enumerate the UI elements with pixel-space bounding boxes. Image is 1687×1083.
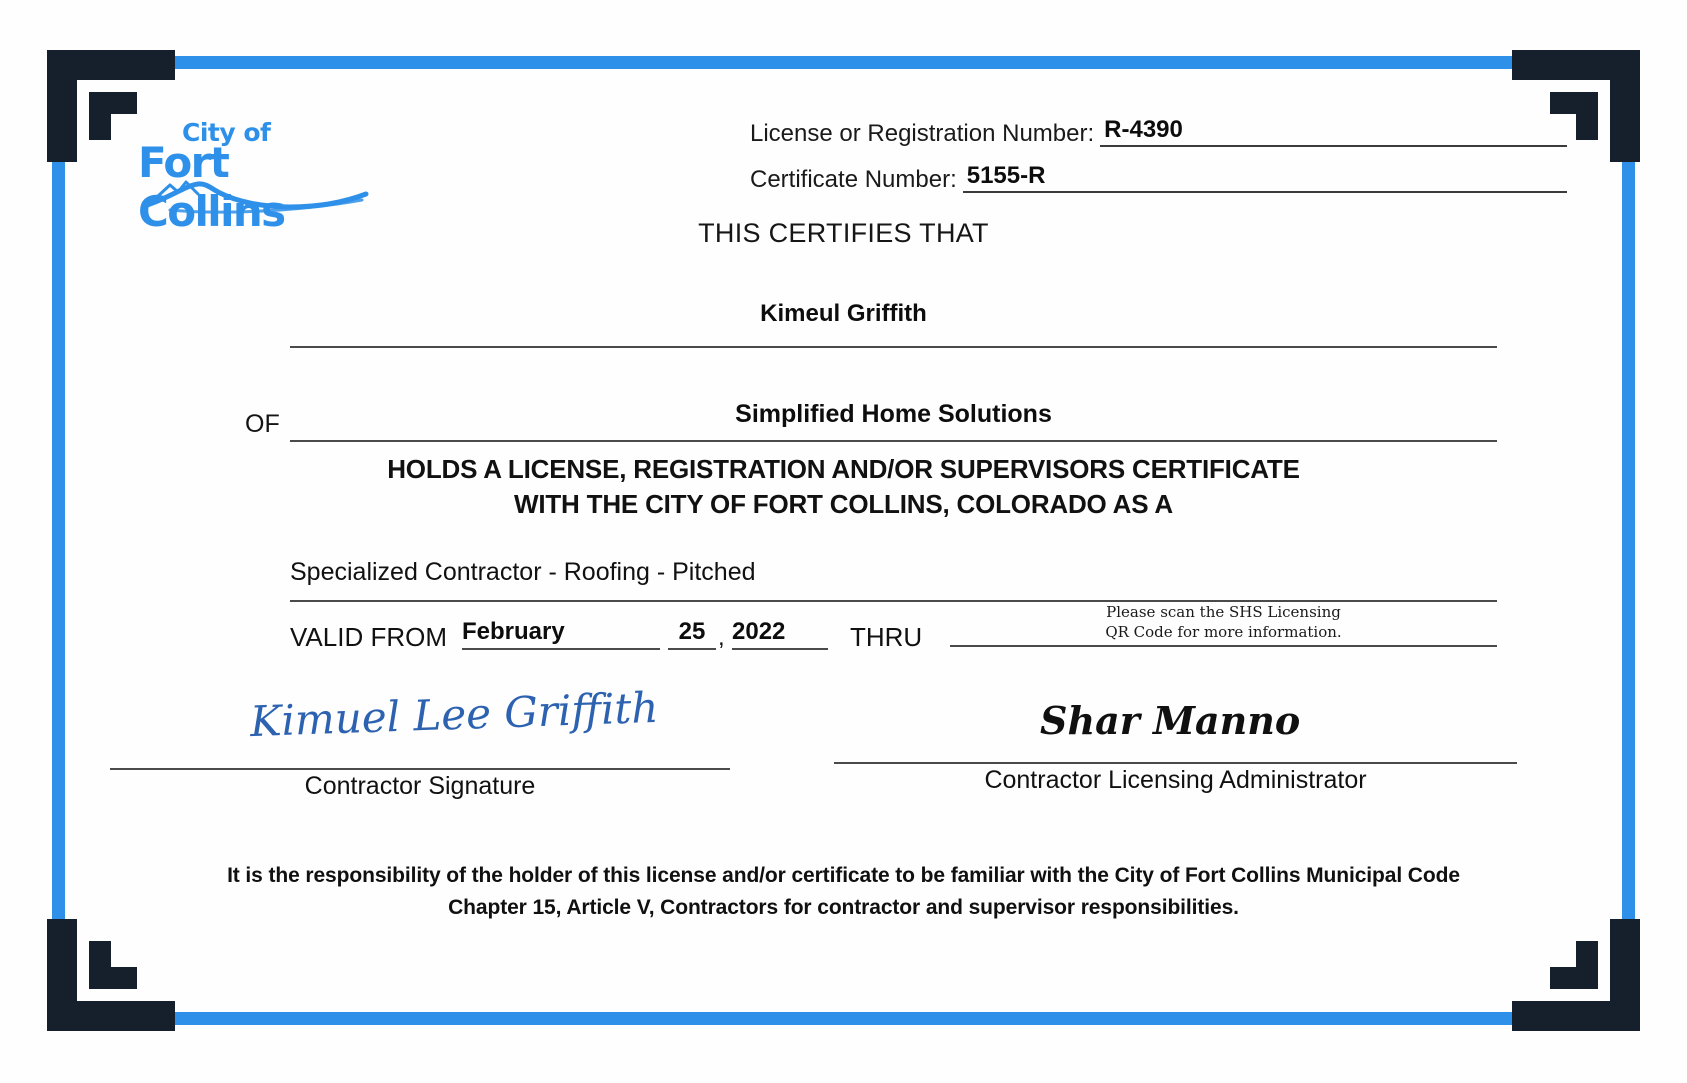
of-label: OF bbox=[245, 410, 280, 438]
logo-line-city-of: City of bbox=[182, 118, 271, 147]
certificate-content bbox=[110, 100, 1577, 983]
corner-bar bbox=[47, 919, 77, 1031]
contractor-signature-label: Contractor Signature bbox=[304, 772, 536, 800]
administrator-signature-image: Shar Manno bbox=[1040, 698, 1301, 743]
administrator-signature-label: Contractor Licensing Administrator bbox=[984, 766, 1367, 794]
license-statement bbox=[110, 452, 1577, 522]
mountain-wave-icon bbox=[140, 180, 370, 214]
corner-bar-inner bbox=[1576, 941, 1598, 989]
license-statement-line-1: HOLDS A LICENSE, REGISTRATION AND/OR SUPERVISORS CERTIFICATE bbox=[387, 454, 1300, 484]
license-number-field[interactable] bbox=[1100, 116, 1567, 147]
validity-row bbox=[290, 603, 1497, 662]
thru-qr-note-line-2: QR Code for more information. bbox=[1105, 623, 1342, 642]
holder-name-value: Kimeul Griffith bbox=[760, 300, 927, 327]
corner-bar bbox=[47, 50, 77, 162]
valid-from-label: VALID FROM bbox=[290, 622, 447, 652]
license-statement-line-2: WITH THE CITY OF FORT COLLINS, COLORADO AS A bbox=[514, 488, 1173, 519]
responsibility-footer bbox=[110, 860, 1577, 923]
city-of-fort-collins-logo bbox=[138, 118, 378, 236]
company-name-value: Simplified Home Solutions bbox=[735, 400, 1052, 428]
responsibility-footer-line-1: It is the responsibility of the holder of this license and/or certificate to be familiar with the City of Fort Collins Municipal Code bbox=[227, 864, 1460, 887]
contractor-signature-rule bbox=[110, 768, 730, 770]
valid-from-day-field[interactable]: 25 bbox=[668, 618, 716, 650]
valid-from-month-field[interactable]: February bbox=[462, 618, 660, 650]
valid-from-year-field[interactable]: 2022 bbox=[732, 618, 828, 650]
corner-bar-inner bbox=[89, 941, 111, 989]
responsibility-footer-line-2: Chapter 15, Article V, Contractors for contractor and supervisor responsibilities. bbox=[448, 895, 1239, 919]
thru-label: THRU bbox=[850, 622, 923, 652]
thru-qr-note bbox=[950, 602, 1497, 647]
thru-qr-note-line-1: Please scan the SHS Licensing bbox=[1106, 603, 1341, 621]
license-number-row bbox=[750, 116, 1567, 147]
corner-bar-inner bbox=[1576, 92, 1598, 140]
logo-line-fort-collins: Fort Collins bbox=[138, 138, 285, 236]
license-number-label: License or Registration Number: bbox=[750, 119, 1095, 147]
certifies-heading: THIS CERTIFIES THAT bbox=[698, 218, 989, 248]
corner-bar bbox=[1610, 919, 1640, 1031]
trade-classification-value: Specialized Contractor - Roofing - Pitched bbox=[290, 558, 756, 586]
certificate-number-label: Certificate Number: bbox=[750, 165, 957, 193]
certificate-number-field[interactable] bbox=[963, 162, 1567, 193]
corner-bar-inner bbox=[89, 92, 111, 140]
license-number-value: R-4390 bbox=[1104, 116, 1183, 143]
company-name-rule bbox=[290, 440, 1497, 442]
holder-name-rule bbox=[290, 346, 1497, 348]
valid-from-comma: , bbox=[718, 624, 725, 651]
certificate-number-value: 5155-R bbox=[966, 162, 1046, 189]
certificate-number-row bbox=[750, 162, 1567, 193]
administrator-signature-rule bbox=[834, 762, 1517, 764]
corner-bar bbox=[1610, 50, 1640, 162]
contractor-signature-image: Kimuel Lee Griffith bbox=[249, 682, 660, 747]
